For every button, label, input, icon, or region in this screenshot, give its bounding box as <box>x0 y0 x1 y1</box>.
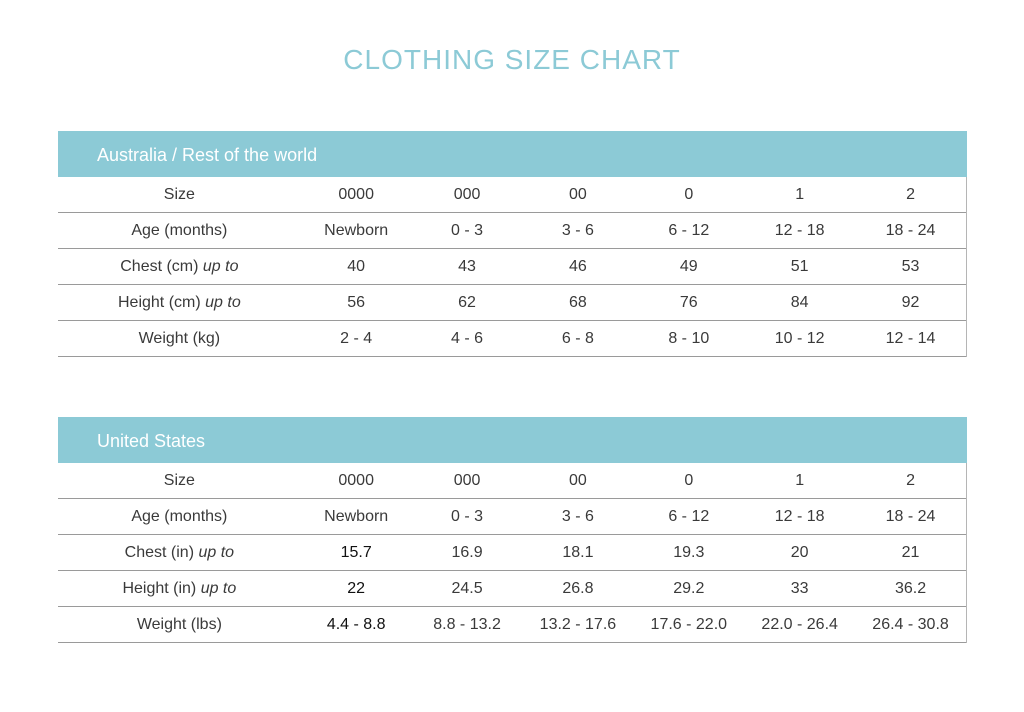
table-cell: 20 <box>790 543 809 561</box>
table-heading: Australia / Rest of the world <box>58 131 967 177</box>
table-cell: 4 - 6 <box>451 329 484 347</box>
row-label: Age (months) <box>131 507 228 525</box>
table-cell: 26.4 - 30.8 <box>872 615 949 633</box>
table-cell: 2 - 4 <box>340 329 373 347</box>
row-label: Chest (cm) up to <box>120 257 239 275</box>
table-cell: 000 <box>453 471 481 489</box>
table-cell: 92 <box>901 293 920 311</box>
table-cell: 33 <box>790 579 809 597</box>
page-title: CLOTHING SIZE CHART <box>343 44 681 75</box>
table-cell: 6 - 12 <box>668 507 710 525</box>
row-label: Height (in) up to <box>122 579 237 597</box>
table-cell: 68 <box>569 293 587 311</box>
table-cell: 18 - 24 <box>885 507 936 525</box>
table-cell: 0000 <box>338 185 374 203</box>
table-row-weight <box>58 321 966 357</box>
table-cell: 16.9 <box>451 543 483 561</box>
table-body <box>58 463 967 643</box>
table-cell: 15.7 <box>340 543 372 561</box>
table-cell: 18 - 24 <box>885 221 936 239</box>
table-cell: 84 <box>790 293 809 311</box>
table-cell: 21 <box>901 543 920 561</box>
table-cell: Newborn <box>324 507 389 525</box>
table-cell: 6 - 8 <box>561 329 594 347</box>
table-row-age <box>58 213 966 249</box>
table-cell: 0000 <box>338 471 374 489</box>
table-cell: 8.8 - 13.2 <box>433 615 501 633</box>
table-cell: 3 - 6 <box>561 221 594 239</box>
size-table-australia <box>58 131 967 357</box>
table-cell: 46 <box>569 257 587 275</box>
size-table-united-states <box>58 417 967 643</box>
table-cell: 12 - 14 <box>885 329 936 347</box>
table-cell: 3 - 6 <box>561 507 594 525</box>
table-cell: 6 - 12 <box>668 221 710 239</box>
row-label: Size <box>163 471 195 489</box>
table-cell: 49 <box>679 257 698 275</box>
table-cell: 10 - 12 <box>774 329 825 347</box>
table-cell: Newborn <box>324 221 389 239</box>
table-cell: 13.2 - 17.6 <box>539 615 617 633</box>
table-row-chest <box>58 249 966 285</box>
table-cell: 2 <box>906 185 915 203</box>
table-cell: 76 <box>679 293 698 311</box>
table-cell: 53 <box>901 257 920 275</box>
table-cell: 0 - 3 <box>451 507 484 525</box>
table-cell: 00 <box>569 185 587 203</box>
row-label: Weight (lbs) <box>136 615 222 633</box>
table-cell: 0 - 3 <box>451 221 484 239</box>
table-cell: 4.4 - 8.8 <box>326 615 386 633</box>
table-cell: 12 - 18 <box>774 507 825 525</box>
table-row-height <box>58 285 966 321</box>
table-cell: 24.5 <box>451 579 483 597</box>
table-cell: 51 <box>790 257 809 275</box>
table-cell: 8 - 10 <box>668 329 710 347</box>
table-cell: 2 <box>906 471 915 489</box>
table-cell: 26.8 <box>562 579 594 597</box>
table-cell: 1 <box>795 471 805 489</box>
table-cell: 17.6 - 22.0 <box>650 615 728 633</box>
table-cell: 40 <box>347 257 366 275</box>
table-cell: 0 <box>684 471 694 489</box>
table-cell: 1 <box>795 185 805 203</box>
table-cell: 00 <box>569 471 587 489</box>
row-label: Size <box>163 185 195 203</box>
table-cell: 19.3 <box>673 543 705 561</box>
table-cell: 18.1 <box>562 543 594 561</box>
table-row-size <box>58 463 966 499</box>
table-cell: 22.0 - 26.4 <box>761 615 838 633</box>
table-cell: 0 <box>684 185 694 203</box>
table-cell: 29.2 <box>673 579 705 597</box>
row-label: Age (months) <box>131 221 228 239</box>
table-cell: 62 <box>458 293 476 311</box>
table-row-size <box>58 177 966 213</box>
table-body <box>58 177 967 357</box>
row-label: Chest (in) up to <box>124 543 235 561</box>
table-cell: 000 <box>453 185 481 203</box>
table-row-weight <box>58 607 966 643</box>
table-cell: 56 <box>347 293 366 311</box>
table-cell: 36.2 <box>894 579 927 597</box>
table-cell: 12 - 18 <box>774 221 825 239</box>
table-heading: United States <box>58 417 967 463</box>
table-row-chest <box>58 535 966 571</box>
row-label: Weight (kg) <box>138 329 221 347</box>
table-row-height <box>58 571 966 607</box>
row-label: Height (cm) up to <box>118 293 241 311</box>
table-cell: 43 <box>458 257 476 275</box>
table-cell: 22 <box>347 579 366 597</box>
table-row-age <box>58 499 966 535</box>
